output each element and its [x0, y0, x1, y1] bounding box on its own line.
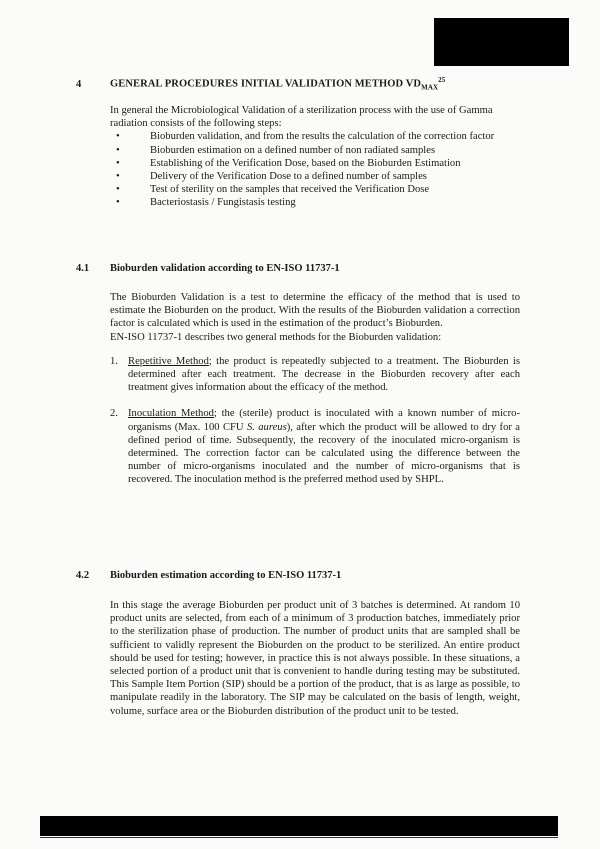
- paragraph: EN-ISO 11737-1 describes two general methods for the Bioburden validation:: [110, 331, 442, 343]
- section-title: GENERAL PROCEDURES INITIAL VALIDATION METHOD VD: [110, 78, 422, 90]
- section-4-2-heading: [76, 570, 341, 581]
- section-number: 4.2: [76, 570, 90, 581]
- paragraph: The Bioburden Validation is a test to determine the efficacy of the method that is used to estimate the Bioburden on the product. With the results of the Bioburden validation a correction factor is calculated which is used in the estimation of the product’s Bioburden.: [110, 292, 520, 330]
- paragraph: In this stage the average Bioburden per product unit of 3 batches is determined. At random 10 product units are selected, from each of a minimum of 3 production batches, immediately prior to the sterilization phase of production. The number of product units that are sampled shall be sufficient to validly represent the Bioburden on the product to be sterilized. An entire product should be used for testing; however, in practice this is not always possible. In these situations, a selected portion of a product unit that is convenient to handle during testing may be substituted. This Sample Item Portion (SIP) should be a portion of the product, that is as large as possible, to manipulate readily in the laboratory. The SIP may be calculated on the basis of length, weight, volume, surface area or the Bioburden distribution of the product unit to be tested.: [110, 600, 520, 717]
- redacted-bottom-bar: [40, 816, 558, 836]
- method-name: Repetitive Method: [128, 355, 209, 367]
- item-number: 1.: [110, 355, 118, 367]
- method-text: ; the (sterile) product is inoculated with a known number of micro-organisms (Max. 100 CFU: [128, 408, 520, 433]
- list-item: • Bioburden validation, and from the results the calculation of the correction factor: [110, 130, 520, 143]
- section-title: Bioburden estimation according to EN-ISO 11737-1: [110, 570, 342, 581]
- section-number: 4.1: [76, 263, 90, 274]
- validation-steps-list: [110, 130, 520, 209]
- method-name: Inoculation Method: [128, 408, 214, 420]
- section-4-2-body: [110, 599, 520, 718]
- section-4-intro: In general the Microbiological Validation of a sterilization process with the use of Gamma radiation consists of the following steps:: [110, 105, 493, 130]
- section-4-1-body: [110, 291, 520, 487]
- list-item: • Test of sterility on the samples that received the Verification Dose: [110, 183, 520, 196]
- title-superscript: 25: [438, 76, 446, 84]
- list-item: • Establishing of the Verification Dose, based on the Bioburden Estimation: [110, 157, 520, 170]
- list-item: • Delivery of the Verification Dose to a defined number of samples: [110, 170, 520, 183]
- item-number: 2.: [110, 408, 118, 420]
- list-item: • Bioburden estimation on a defined number of non radiated samples: [110, 144, 520, 157]
- title-subscript: MAX: [421, 83, 439, 92]
- methods-list: [110, 355, 520, 487]
- section-title: Bioburden validation according to EN-ISO 11737-1: [110, 263, 340, 274]
- section-number: 4: [76, 78, 82, 90]
- organism-name: S. aureus: [246, 421, 287, 433]
- list-item: • Bacteriostasis / Fungistasis testing: [110, 196, 520, 209]
- method-text: ; the product is repeatedly subjected to a treatment. The Bioburden is determined after each treatment. The decrease in the Bioburden recovery after each treatment gives information about the efficacy of the method.: [128, 355, 520, 394]
- method-text: ), after which the product will be allowed to dry for a defined period of time. Subsequently, the recovery of the inoculated micro-organism is determined. The correction factor can be calculated using the difference between the number of micro-organisms inoculated and the number of micro-organisms that is recovered. The inoculation method is the preferred method used by SHPL.: [128, 421, 520, 486]
- list-item: [110, 355, 520, 395]
- section-4-1-heading: [76, 263, 340, 274]
- redacted-header-block: [434, 18, 569, 66]
- section-4-body: [110, 104, 520, 210]
- section-4-heading: [76, 76, 445, 92]
- list-item: [110, 407, 520, 486]
